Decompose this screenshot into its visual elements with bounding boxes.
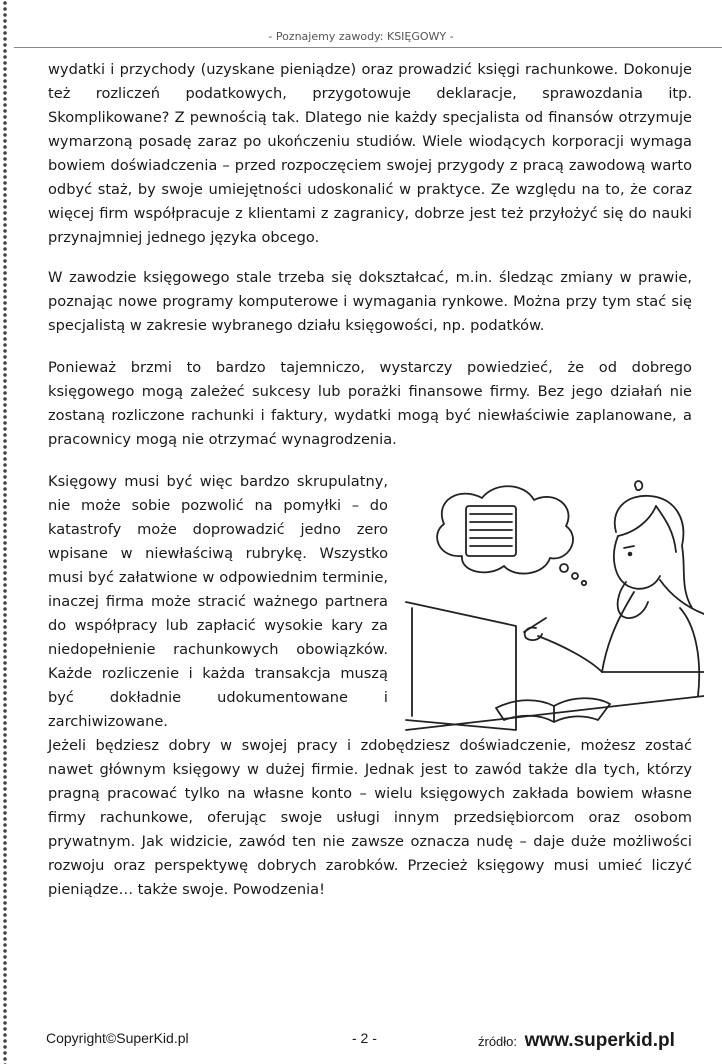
copyright-text: Copyright©SuperKid.pl xyxy=(46,1030,189,1046)
spiral-binding xyxy=(0,0,11,1064)
paragraph-3: Ponieważ brzmi to bardzo tajemniczo, wystarczy powiedzieć, że od dobrego księgowego mogą zależeć sukcesy lub porażki finansowe firmy. Bez jego działań nie zostaną rozliczone rachunki i faktury, wydatki mogą być niewłaściwie zaplanowane, a pracownicy mogą nie otrzymać wynagrodzenia. xyxy=(48,359,692,448)
source-link[interactable]: www.superkid.pl xyxy=(524,1030,675,1051)
paragraph-5: Jeżeli będziesz dobry w swojej pracy i zdobędziesz doświadczenie, możesz zostać nawet głównym księgowy w dużej firmie. Jednak jest to zawód także dla tych, którzy pragną pracować tylko na własne konto – wielu księgowych zakłada bowiem własne firmy rachunkowe, oferując swoje usługi innym przedsiębiorcom oraz osobom prywatnym. Jak widzicie, zawód ten nie zawsze oznacza nudę – daje duże możliwości rozwoju oraz perspektywę dobrych zarobków. Przecież księgowy musi umieć liczyć pieniądze… także swoje. Powodzenia! xyxy=(48,737,692,898)
paragraph-4: Księgowy musi być więc bardzo skrupulatny, nie może sobie pozwolić na pomyłki – do katastrofy może doprowadzić jedno zero wpisane w niewłaściwą rubrykę. Wszystko musi być załatwione w odpowiednim terminie, inaczej firma może stracić ważnego partnera do współpracy lub zapłacić wysokie kary za niedopełnienie rachunkowych obowiązków. Każde rozliczenie i każda transakcja muszą być dokładnie udokumentowane i zarchiwizowane. xyxy=(48,473,388,730)
paragraph-1: wydatki i przychody (uzyskane pieniądze) oraz prowadzić księgi rachunkowe. Dokonuje też rozliczeń podatkowych, przygotowuje deklaracje, sprawozdania itp. Skomplikowane? Z pewnością tak. Dlatego nie każdy specjalista od finansów otrzymuje wymarzoną posadę zaraz po ukończeniu studiów. Wiele wiodących korporacji wymaga bowiem doświadczenia – przed rozpoczęciem swojej przygody z pracą zawodową warto odbyć staż, by swoje umiejętności udoskonalić w praktyce. Ze względu na to, że coraz więcej firm współpracuje z klientami z zagranicy, dobrze jest też przyłożyć się do nauki przynajmniej jednego języka obcego. xyxy=(48,61,692,246)
source-label: źródło: xyxy=(478,1034,518,1049)
header-divider xyxy=(14,47,722,48)
paragraph-2: W zawodzie księgowego stale trzeba się dokształcać, m.in. śledząc zmiany w prawie, poznając nowe programy komputerowe i wymagania rynkowe. Można przy tym stać się specjalistą w zakresie wybranego działu księgowości, np. podatków. xyxy=(48,269,692,334)
source-credit xyxy=(478,1030,675,1052)
accountant-thinking-illustration xyxy=(404,476,704,732)
page-number: - 2 - xyxy=(352,1030,377,1046)
page-header: - Poznajemy zawody: KSIĘGOWY - xyxy=(268,30,454,43)
